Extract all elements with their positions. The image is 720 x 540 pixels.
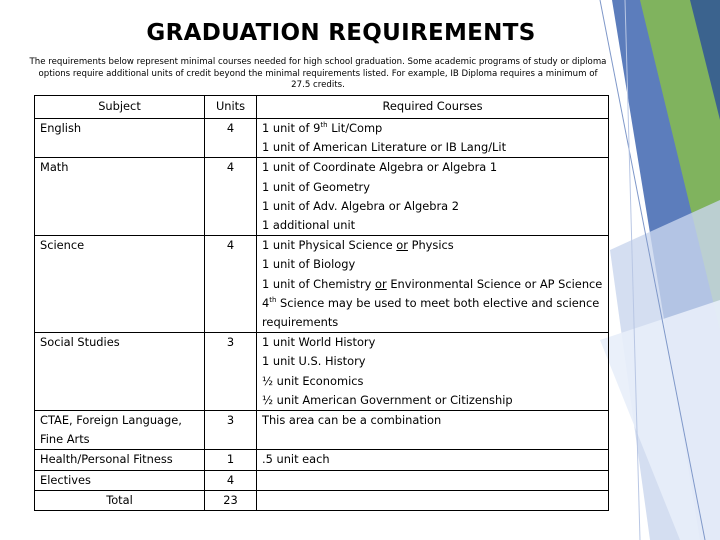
requirements-table [34, 95, 609, 511]
course-line: 1 unit of Coordinate Algebra or Algebra 1 [262, 160, 498, 175]
header-row [35, 96, 609, 119]
header-required-courses: Required Courses [257, 96, 609, 119]
subject-cell: Science [35, 236, 205, 333]
units-cell: 3 [205, 333, 257, 411]
units-cell: 4 [205, 236, 257, 333]
course-line: 1 unit of American Literature or IB Lang/Lit [262, 140, 507, 155]
table-row [35, 333, 609, 411]
courses-cell [257, 490, 609, 510]
header-subject: Subject [35, 96, 205, 119]
course-line: 1 unit of Geometry [262, 179, 370, 194]
courses-cell [257, 158, 609, 236]
table-row [35, 450, 609, 470]
total-label: Total [35, 490, 205, 510]
units-cell: 4 [205, 158, 257, 236]
course-line: .5 unit each [262, 452, 330, 467]
courses-cell [257, 333, 609, 411]
course-line: 4th Science may be used to meet both elective and science requirements [262, 295, 600, 330]
course-line: 1 unit of 9th Lit/Comp [262, 121, 383, 135]
courses-cell [257, 450, 609, 470]
subject-cell: Math [35, 158, 205, 236]
courses-cell [257, 236, 609, 333]
course-line: This area can be a combination [262, 413, 442, 428]
subject-cell: English [35, 119, 205, 158]
table-row [35, 411, 609, 450]
course-line: ½ unit American Government or Citizenship [262, 392, 513, 407]
course-line: 1 unit Physical Science or Physics [262, 238, 454, 253]
course-line: 1 unit U.S. History [262, 354, 366, 369]
courses-cell [257, 470, 609, 490]
units-cell: 4 [205, 470, 257, 490]
intro-paragraph: The requirements below represent minimal courses needed for high school graduation. Some academic programs of study or diploma options require additional units of credit beyond the minimal requirements listed. For example, IB Diploma requires a minimum of 27.5 credits. [29, 57, 607, 91]
page-title: GRADUATION REQUIREMENTS [146, 20, 536, 46]
table-row [35, 158, 609, 236]
course-line: 1 unit World History [262, 335, 376, 350]
units-cell: 3 [205, 411, 257, 450]
units-cell: 1 [205, 450, 257, 470]
course-line: 1 unit of Chemistry or Environmental Science or AP Science [262, 276, 603, 291]
course-line: 1 unit of Biology [262, 257, 356, 272]
courses-cell [257, 411, 609, 450]
subject-cell: CTAE, Foreign Language, Fine Arts [35, 411, 205, 450]
total-row [35, 490, 609, 510]
subject-cell: Health/Personal Fitness [35, 450, 205, 470]
table-row [35, 236, 609, 333]
table-row [35, 119, 609, 158]
table-row [35, 470, 609, 490]
subject-cell: Electives [35, 470, 205, 490]
total-units: 23 [205, 490, 257, 510]
units-cell: 4 [205, 119, 257, 158]
courses-cell [257, 119, 609, 158]
header-units: Units [205, 96, 257, 119]
course-line: 1 additional unit [262, 218, 356, 233]
course-line: ½ unit Economics [262, 373, 364, 388]
subject-cell: Social Studies [35, 333, 205, 411]
course-line: 1 unit of Adv. Algebra or Algebra 2 [262, 198, 460, 213]
